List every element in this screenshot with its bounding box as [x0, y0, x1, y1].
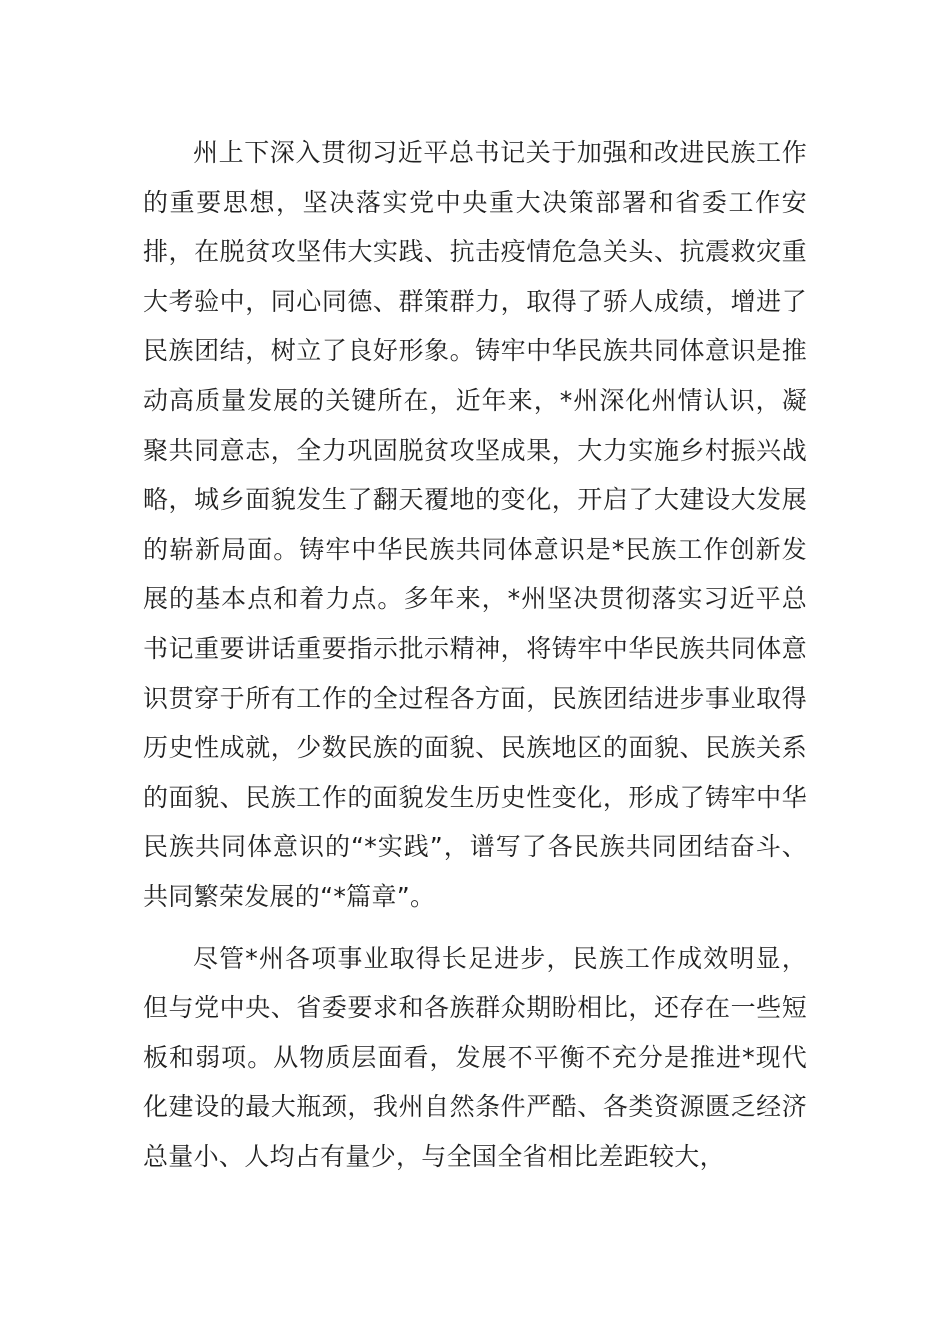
document-body — [143, 128, 807, 1181]
paragraph-1: 州上下深入贯彻习近平总书记关于加强和改进民族工作的重要思想，坚决落实党中央重大决策部署和省委工作安排，在脱贫攻坚伟大实践、抗击疫情危急关头、抗震救灾重大考验中，同心同德、群策群力，取得了骄人成绩，增进了民族团结，树立了良好形象。铸牢中华民族共同体意识是推动高质量发展的关键所在，近年来，*州深化州情认识，凝聚共同意志，全力巩固脱贫攻坚成果，大力实施乡村振兴战略，城乡面貌发生了翻天覆地的变化，开启了大建设大发展的崭新局面。铸牢中华民族共同体意识是*民族工作创新发展的基本点和着力点。多年来，*州坚决贯彻落实习近平总书记重要讲话重要指示批示精神，将铸牢中华民族共同体意识贯穿于所有工作的全过程各方面，民族团结进步事业取得历史性成就，少数民族的面貌、民族地区的面貌、民族关系的面貌、民族工作的面貌发生历史性变化，形成了铸牢中华民族共同体意识的“*实践”，谱写了各民族共同团结奋斗、共同繁荣发展的“*篇章”。 — [143, 138, 807, 911]
paragraph-2: 尽管*州各项事业取得长足进步，民族工作成效明显，但与党中央、省委要求和各族群众期盼相比，还存在一些短板和弱项。从物质层面看，发展不平衡不充分是推进*现代化建设的最大瓶颈，我州自然条件严酷、各类资源匮乏经济总量小、人均占有量少，与全国全省相比差距较大， — [143, 943, 807, 1171]
